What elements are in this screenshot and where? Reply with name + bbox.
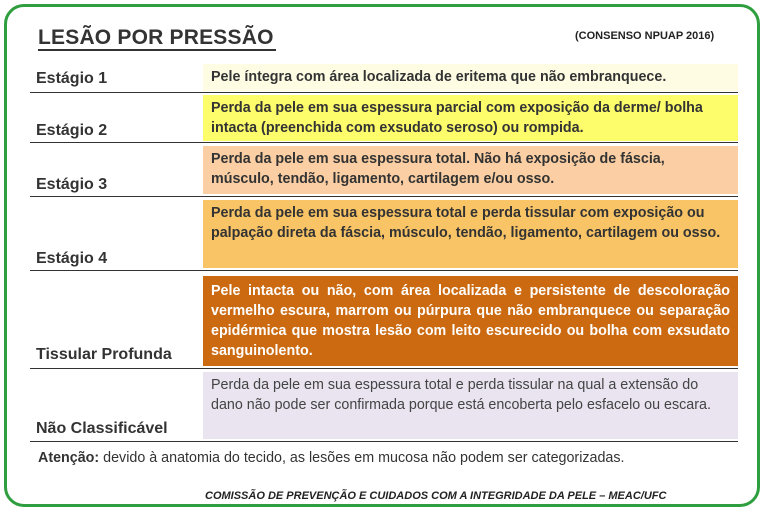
- stage-row-5: [30, 271, 738, 369]
- page-title: LESÃO POR PRESSÃO: [38, 26, 274, 49]
- stage-row-4: [30, 197, 738, 271]
- attention-text: devido à anatomia do tecido, as lesões em mucosa não podem ser categorizadas.: [99, 450, 625, 466]
- stage-label: Não Classificável: [36, 420, 168, 437]
- stage-row-2: [30, 93, 738, 143]
- stage-label: Estágio 3: [36, 176, 108, 193]
- row-divider: [30, 441, 738, 442]
- stage-row-6: [30, 369, 738, 442]
- stage-description: Pele íntegra com área localizada de eritema que não embranquece.: [203, 64, 738, 91]
- title-underline: [38, 49, 276, 51]
- stage-label: Estágio 2: [36, 122, 108, 139]
- stage-description: Perda da pele em sua espessura total. Não há exposição de fáscia, músculo, tendão, ligamento, cartilagem e/ou osso.: [203, 146, 738, 194]
- stage-row-3: [30, 143, 738, 197]
- stage-label: Estágio 1: [36, 70, 108, 87]
- stage-description: Perda da pele em sua espessura total e perda tissular na qual a extensão do dano não pode ser confirmada porque está encoberta pelo esfacelo ou escara.: [203, 372, 738, 439]
- footer-credit: COMISSÃO DE PREVENÇÃO E CUIDADOS COM A INTEGRIDADE DA PELE – MEAC/UFC: [205, 490, 667, 502]
- stage-description: Perda da pele em sua espessura parcial com exposição da derme/ bolha intacta (preenchida com exsudato seroso) ou rompida.: [203, 95, 738, 141]
- attention-label: Atenção:: [38, 450, 100, 466]
- stage-description: Perda da pele em sua espessura total e perda tissular com exposição ou palpação direta da fáscia, músculo, tendão, ligamento, cartilagem ou osso.: [203, 200, 738, 268]
- stage-row-1: [30, 62, 738, 93]
- source-label: (CONSENSO NPUAP 2016): [575, 30, 715, 42]
- attention-note: [38, 450, 625, 466]
- stage-label: Estágio 4: [36, 250, 108, 267]
- stage-label: Tissular Profunda: [36, 346, 172, 363]
- stage-description: Pele intacta ou não, com área localizada e persistente de descoloração vermelho escura, marrom ou púrpura que não embranquece ou separação epidérmica que mostra lesão com leito escurecido ou bolha com exsudato sanguinolento.: [203, 276, 738, 366]
